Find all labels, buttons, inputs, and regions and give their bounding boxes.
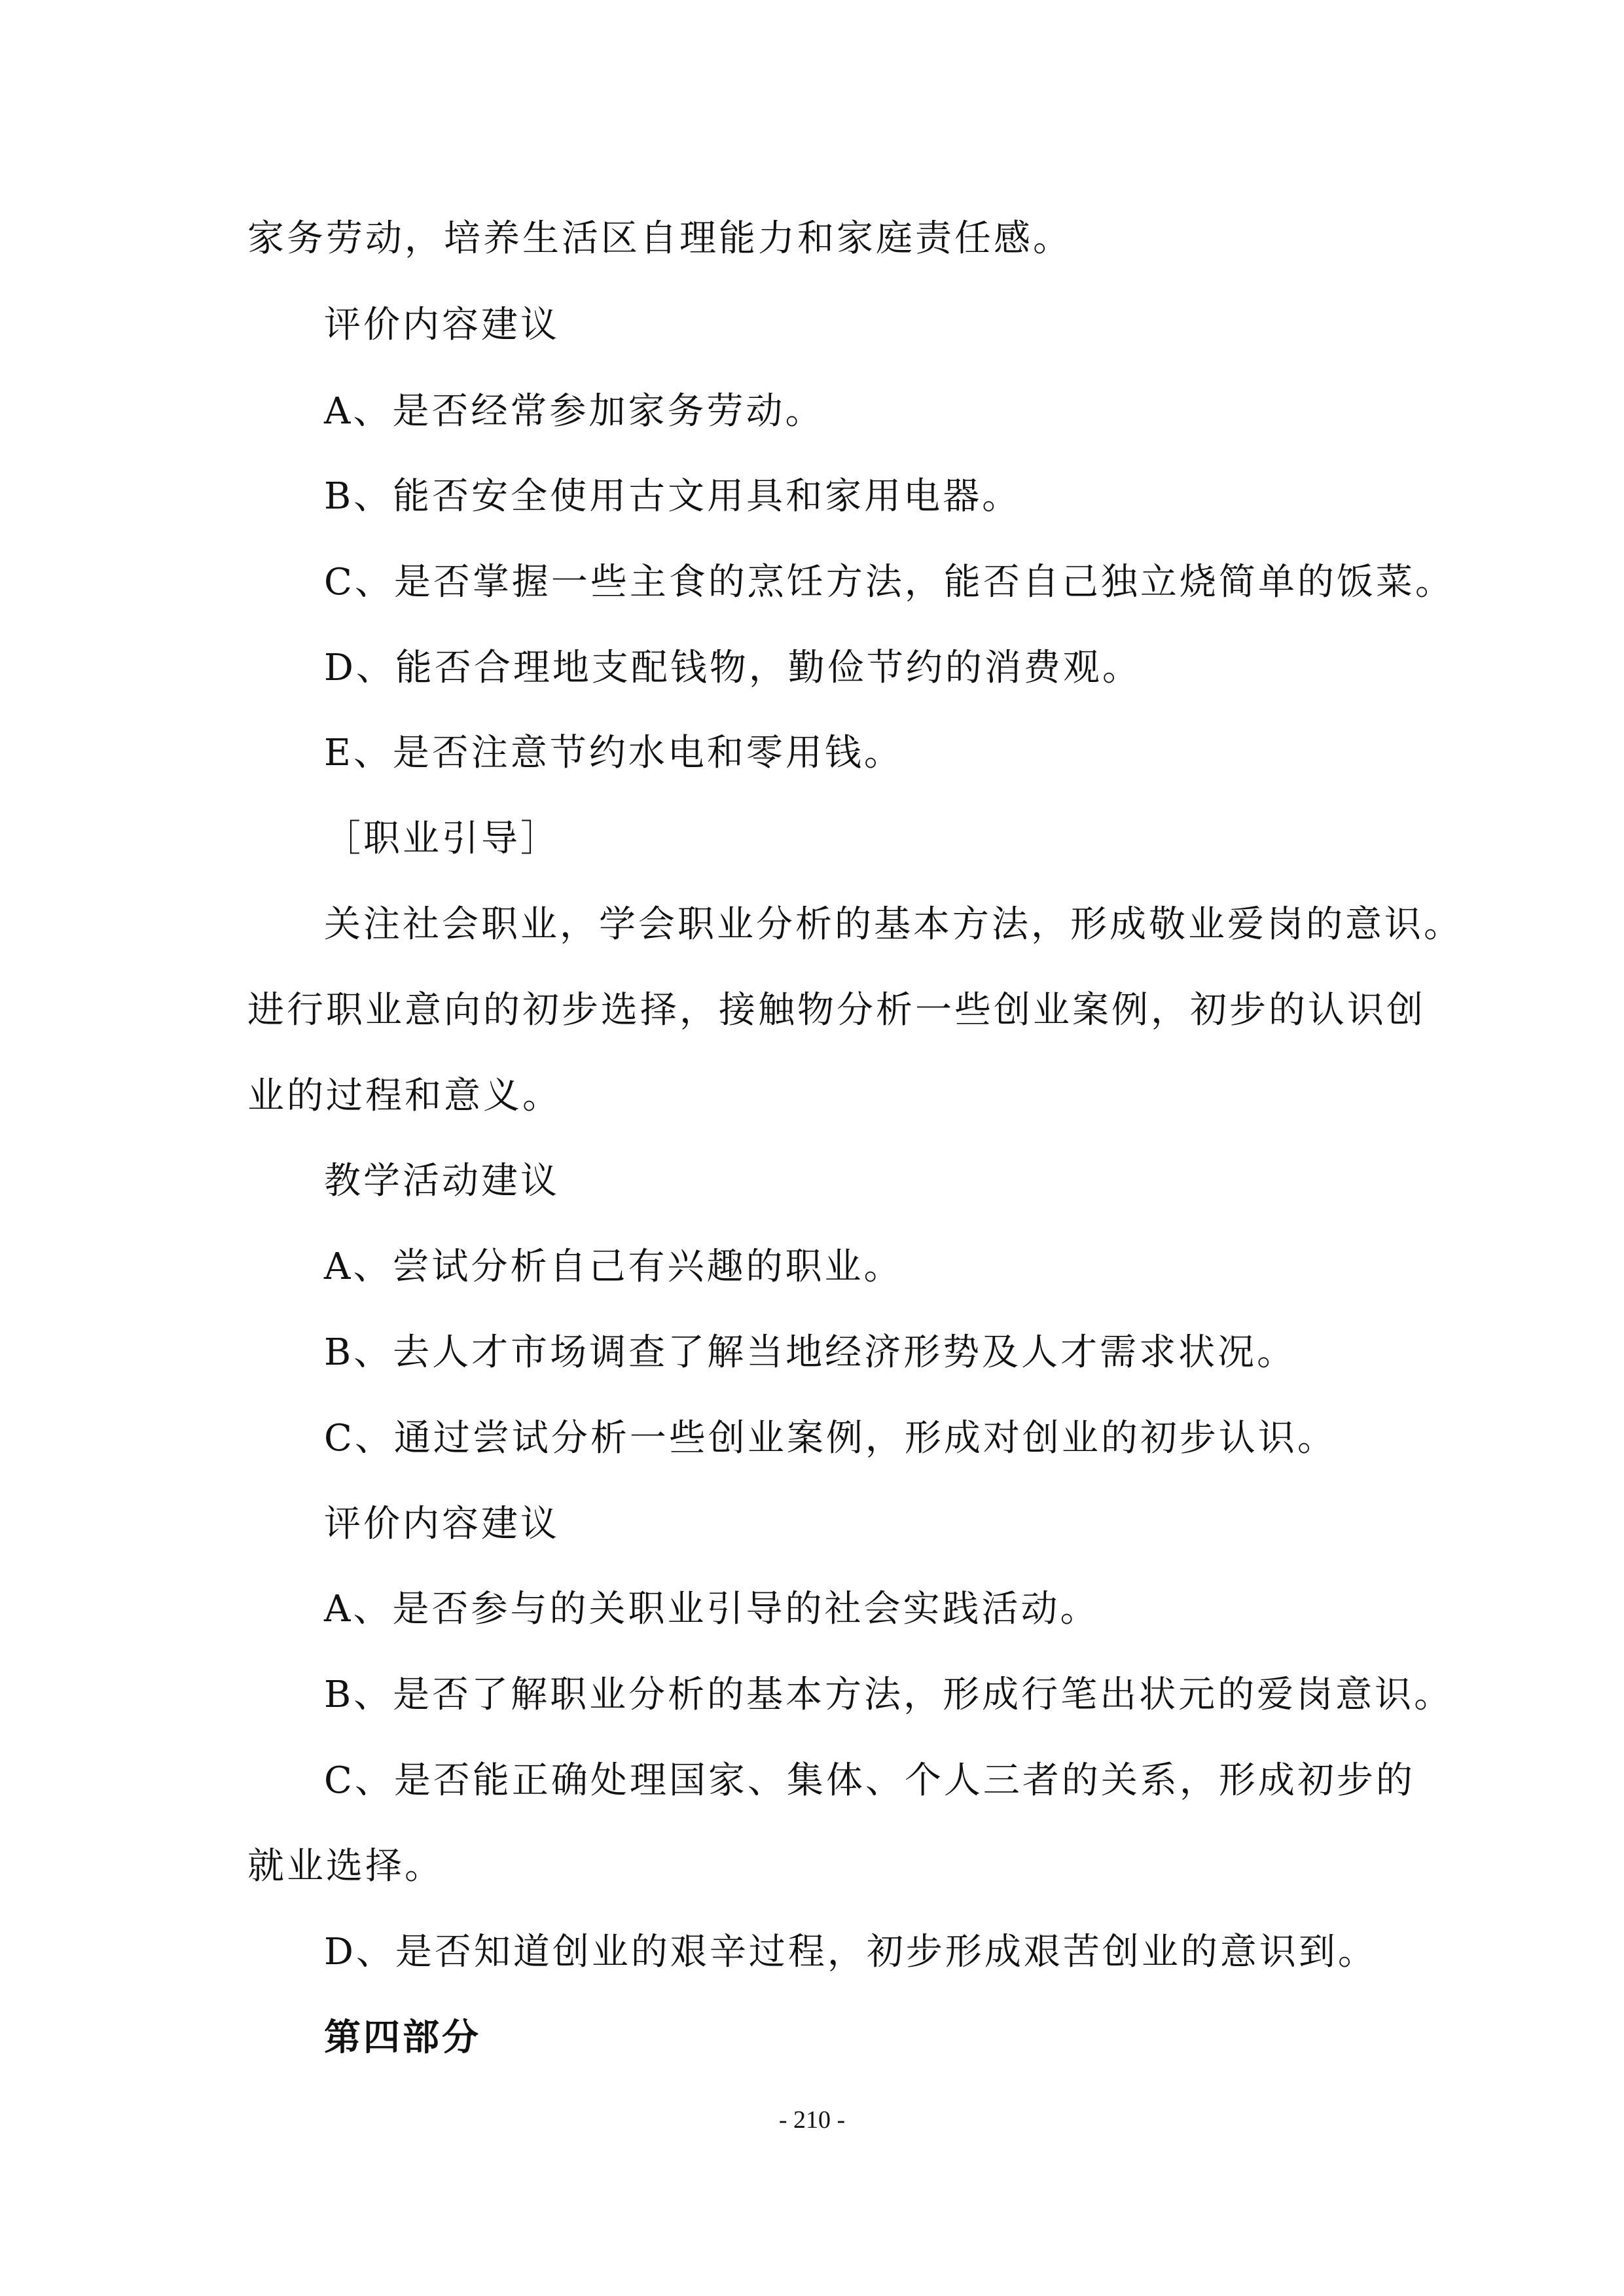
list-item: C、是否掌握一些主食的烹饪方法，能否自己独立烧简单的饭菜。	[324, 561, 1454, 603]
list-item: B、能否安全使用古文用具和家用电器。	[324, 475, 1022, 518]
section-heading-teaching: 教学活动建议	[324, 1160, 560, 1202]
list-item: A、尝试分析自己有兴趣的职业。	[324, 1246, 903, 1288]
list-item: E、是否注意节约水电和零用钱。	[324, 732, 903, 774]
paragraph-line: 业的过程和意义。	[247, 1075, 562, 1117]
list-item: C、是否能正确处理国家、集体、个人三者的关系，形成初步的	[324, 1759, 1415, 1802]
paragraph-line: 家务劳动，培养生活区自理能力和家庭责任感。	[247, 217, 1072, 260]
paragraph-line: 关注社会职业，学会职业分析的基本方法，形成敬业爱岗的意识。	[324, 903, 1463, 946]
section-heading-evaluation: 评价内容建议	[324, 304, 560, 346]
list-item-continuation: 就业选择。	[247, 1845, 444, 1888]
list-item: B、是否了解职业分析的基本方法，形成行笔出状元的爱岗意识。	[324, 1674, 1454, 1716]
list-item: A、是否经常参加家务劳动。	[324, 390, 825, 433]
part-heading: 第四部分	[324, 2016, 481, 2059]
list-item: C、通过尝试分析一些创业案例，形成对创业的初步认识。	[324, 1417, 1337, 1460]
list-item: A、是否参与的关职业引导的社会实践活动。	[324, 1588, 1100, 1630]
paragraph-line: 进行职业意向的初步选择，接触物分析一些创业案例，初步的认识创	[247, 989, 1426, 1031]
list-item: B、去人才市场调查了解当地经济形势及人才需求状况。	[324, 1331, 1297, 1374]
section-heading-evaluation: 评价内容建议	[324, 1503, 560, 1545]
section-heading-career: ［职业引导］	[324, 817, 560, 860]
page-number: - 210 -	[778, 2106, 846, 2134]
list-item: D、是否知道创业的艰辛过程，初步形成艰苦创业的意识到。	[324, 1931, 1377, 1973]
list-item: D、能否合理地支配钱物，勤俭节约的消费观。	[324, 647, 1142, 689]
